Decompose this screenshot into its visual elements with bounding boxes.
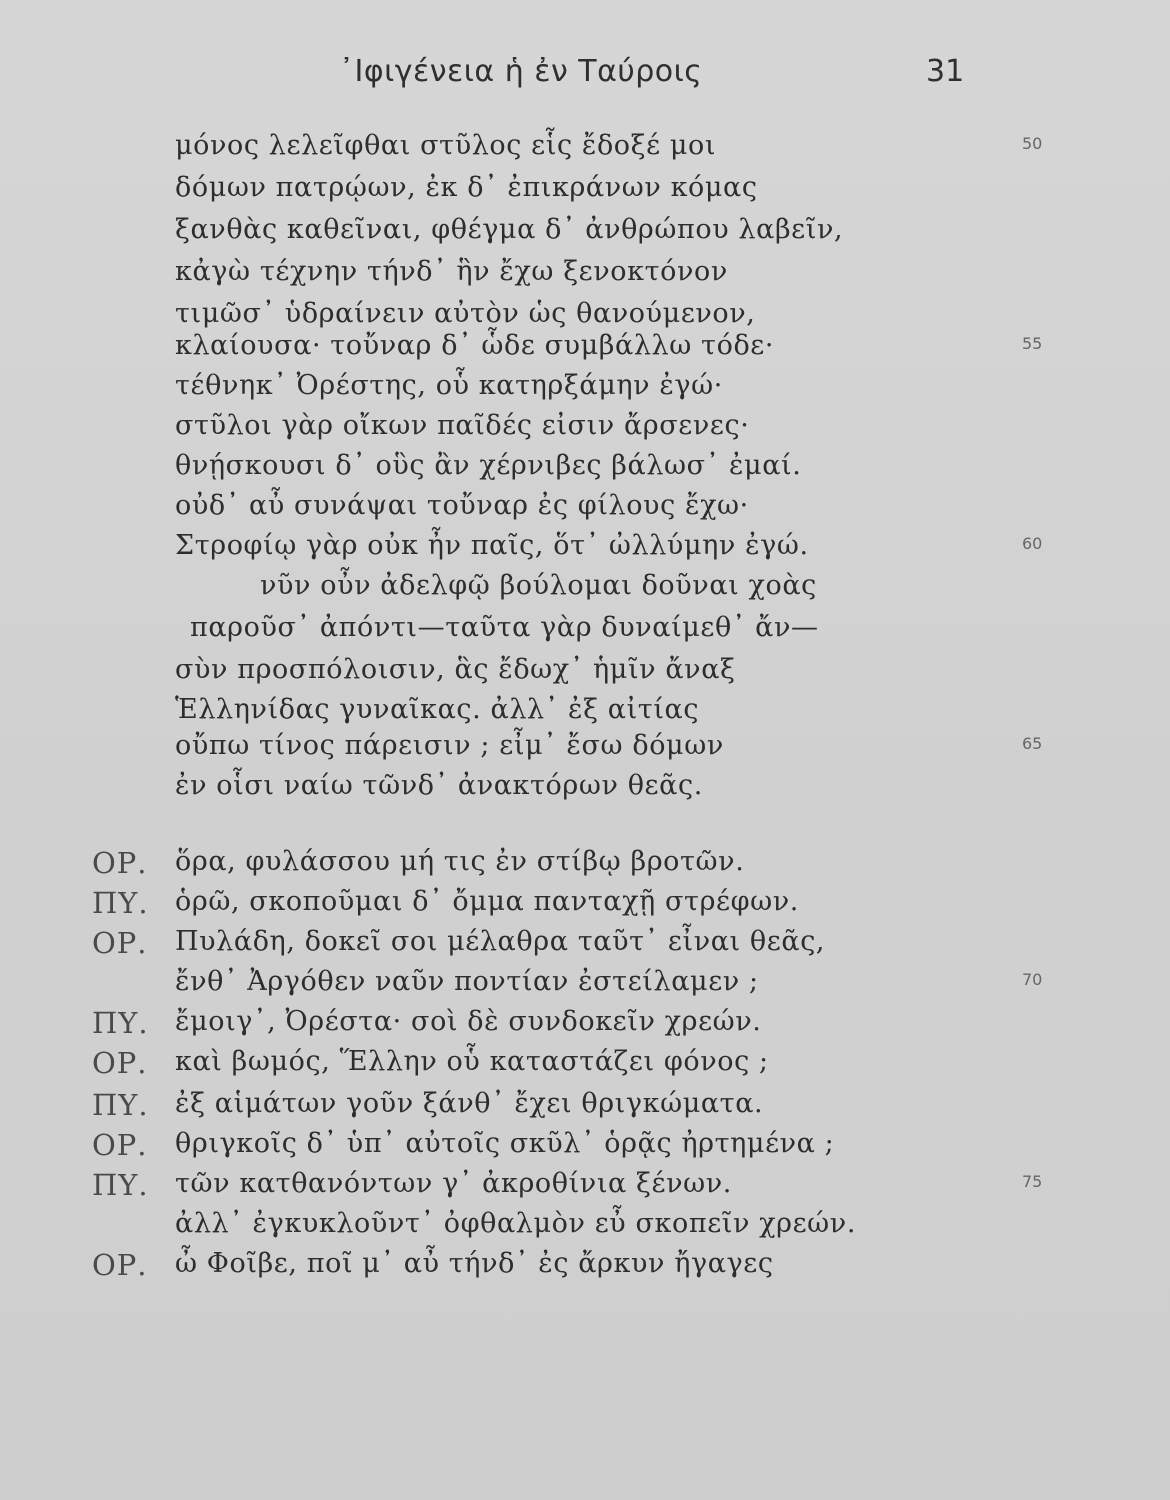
verse-line xyxy=(0,1128,1170,1168)
verse-line xyxy=(0,730,1170,770)
line-number: 60 xyxy=(1022,534,1043,553)
line-number: 75 xyxy=(1022,1172,1043,1191)
verse-text: τέθνηκ᾽ Ὀρέστης, οὗ κατηρξάμην ἐγώ· xyxy=(175,370,723,401)
verse-line xyxy=(0,490,1170,530)
speaker-label: ΠΥ. xyxy=(92,1168,149,1202)
verse-text: Στροφίῳ γὰρ οὐκ ἦν παῖς, ὅτ᾽ ὠλλύμην ἐγώ. xyxy=(175,530,809,561)
verse-line xyxy=(0,1208,1170,1248)
verse-line xyxy=(0,370,1170,410)
verse-text: ἐξ αἱμάτων γοῦν ξάνθ᾽ ἔχει θριγκώματα. xyxy=(175,1088,764,1119)
speaker-label: ΟΡ. xyxy=(92,846,148,880)
verse-text: κλαίουσα· τοὔναρ δ᾽ ὧδε συμβάλλω τόδε· xyxy=(175,330,775,361)
verse-text: ὦ Φοῖβε, ποῖ μ᾽ αὖ τήνδ᾽ ἐς ἄρκυν ἤγαγες xyxy=(175,1248,774,1279)
verse-line xyxy=(0,1046,1170,1086)
line-number: 55 xyxy=(1022,334,1043,353)
verse-text: ἔμοιγ᾽, Ὀρέστα· σοὶ δὲ συνδοκεῖν χρεών. xyxy=(175,1006,762,1037)
verse-text: δόμων πατρῴων, ἐκ δ᾽ ἐπικράνων κόμας xyxy=(175,172,758,203)
verse-text: μόνος λελεῖφθαι στῦλος εἷς ἔδοξέ μοι xyxy=(175,130,717,161)
verse-line xyxy=(0,654,1170,694)
verse-line xyxy=(0,330,1170,370)
verse-text: τῶν κατθανόντων γ᾽ ἀκροθίνια ξένων. xyxy=(175,1168,732,1199)
verse-text: θριγκοῖς δ᾽ ὑπ᾽ αὐτοῖς σκῦλ᾽ ὁρᾷς ἠρτημένα ; xyxy=(175,1128,835,1159)
verse-text: ἀλλ᾽ ἐγκυκλοῦντ᾽ ὀφθαλμὸν εὖ σκοπεῖν χρεών. xyxy=(175,1208,856,1239)
verse-line xyxy=(0,1168,1170,1208)
verse-line xyxy=(0,1248,1170,1288)
verse-line xyxy=(0,694,1170,734)
verse-line xyxy=(0,770,1170,810)
verse-text: οὐδ᾽ αὖ συνάψαι τοὔναρ ἐς φίλους ἔχω· xyxy=(175,490,749,521)
verse-text: νῦν οὖν ἀδελφῷ βούλομαι δοῦναι χοὰς xyxy=(260,570,817,601)
verse-text: ξανθὰς καθεῖναι, φθέγμα δ᾽ ἀνθρώπου λαβεῖν, xyxy=(175,214,844,245)
verse-line xyxy=(0,570,1170,610)
speaker-label: ΟΡ. xyxy=(92,1046,148,1080)
verse-line xyxy=(0,214,1170,254)
verse-text: ἐν οἷσι ναίω τῶνδ᾽ ἀνακτόρων θεᾶς. xyxy=(175,770,703,801)
verse-text: παροῦσ᾽ ἀπόντι—ταῦτα γὰρ δυναίμεθ᾽ ἄν— xyxy=(190,612,819,643)
verse-text: καὶ βωμός, Ἕλλην οὗ καταστάζει φόνος ; xyxy=(175,1046,769,1077)
running-title: ᾿Ιφιγένεια ἡ ἐν Ταύροις xyxy=(339,54,703,89)
line-number: 70 xyxy=(1022,970,1043,989)
verse-text: ἔνθ᾽ Ἀργόθεν ναῦν ποντίαν ἐστείλαμεν ; xyxy=(175,966,759,997)
verse-text: θνῄσκουσι δ᾽ οὓς ἂν χέρνιβες βάλωσ᾽ ἐμαί. xyxy=(175,450,802,481)
line-number: 65 xyxy=(1022,734,1043,753)
verse-text: Ἑλληνίδας γυναῖκας. ἀλλ᾽ ἐξ αἰτίας xyxy=(175,694,700,725)
page-number: 31 xyxy=(926,54,965,89)
verse-line xyxy=(0,256,1170,296)
verse-line xyxy=(0,1006,1170,1046)
verse-text: ὁρῶ, σκοποῦμαι δ᾽ ὄμμα πανταχῇ στρέφων. xyxy=(175,886,799,917)
speaker-label: ΠΥ. xyxy=(92,1006,149,1040)
verse-line xyxy=(0,1088,1170,1128)
speaker-label: ΟΡ. xyxy=(92,926,148,960)
verse-text: κἀγὼ τέχνην τήνδ᾽ ἣν ἔχω ξενοκτόνον xyxy=(175,256,728,287)
verse-text: στῦλοι γὰρ οἴκων παῖδές εἰσιν ἄρσενες· xyxy=(175,410,750,441)
speaker-label: ΟΡ. xyxy=(92,1248,148,1282)
verse-line xyxy=(0,926,1170,966)
verse-line xyxy=(0,612,1170,652)
verse-line xyxy=(0,846,1170,886)
verse-line xyxy=(0,130,1170,170)
verse-text: σὺν προσπόλοισιν, ἃς ἔδωχ᾽ ἡμῖν ἄναξ xyxy=(175,654,736,685)
verse-text: οὔπω τίνος πάρεισιν ; εἶμ᾽ ἔσω δόμων xyxy=(175,730,724,761)
verse-line xyxy=(0,450,1170,490)
verse-line xyxy=(0,530,1170,570)
verse-text: τιμῶσ᾽ ὑδραίνειν αὐτὸν ὡς θανούμενον, xyxy=(175,298,756,329)
verse-line xyxy=(0,410,1170,450)
verse-line xyxy=(0,886,1170,926)
verse-line xyxy=(0,172,1170,212)
speaker-label: ΟΡ. xyxy=(92,1128,148,1162)
speaker-label: ΠΥ. xyxy=(92,1088,149,1122)
line-number: 50 xyxy=(1022,134,1043,153)
verse-line xyxy=(0,966,1170,1006)
verse-text: ὅρα, φυλάσσου μή τις ἐν στίβῳ βροτῶν. xyxy=(175,846,745,877)
speaker-label: ΠΥ. xyxy=(92,886,149,920)
verse-text: Πυλάδη, δοκεῖ σοι μέλαθρα ταῦτ᾽ εἶναι θεᾶς, xyxy=(175,926,826,957)
